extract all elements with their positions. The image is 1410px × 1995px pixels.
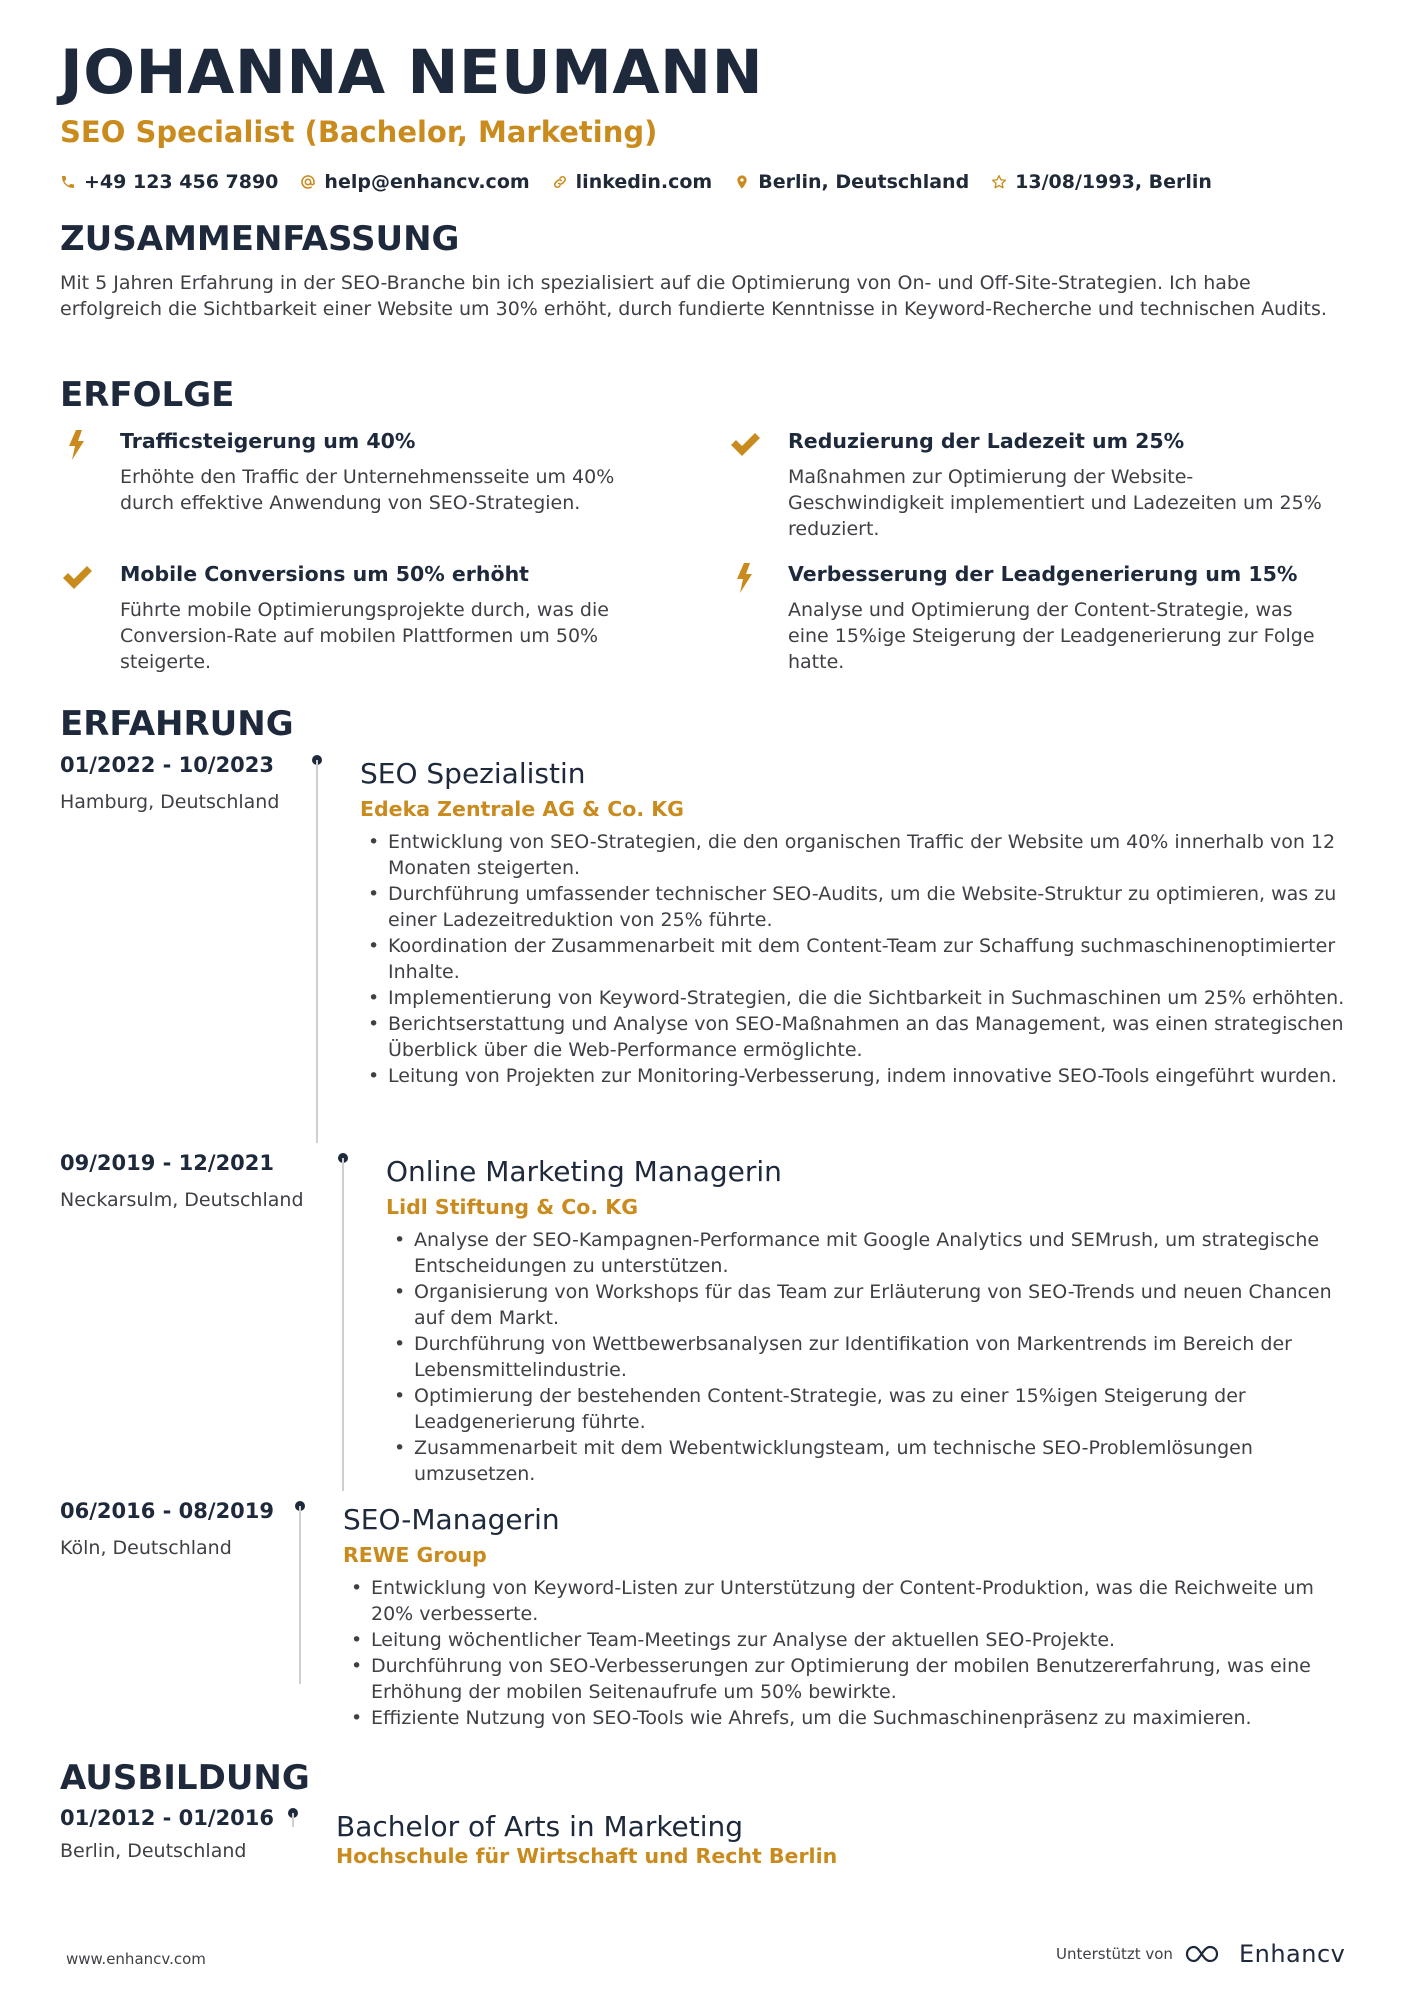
experience-bullet: • Implementierung von Keyword-Strategien, die die Sichtbarkeit in Suchmaschinen um 25% erhöhten.: [360, 985, 1360, 1011]
experience-dates: 09/2019 - 12/2021: [60, 1151, 275, 1175]
contact-phone-text: +49 123 456 7890: [84, 171, 279, 193]
lightning-icon: [728, 561, 762, 595]
education-school: Hochschule für Wirtschaft und Recht Berlin: [336, 1844, 838, 1868]
achievement-description: Analyse und Optimierung der Content-Strategie, was eine 15%ige Steigerung der Leadgenerierung zur Folge hatte.: [788, 599, 1315, 673]
experience-location: Neckarsulm, Deutschland: [60, 1189, 304, 1211]
checkmark-icon: [728, 428, 762, 462]
contact-location: [734, 171, 969, 193]
experience-role: Online Marketing Managerin: [386, 1155, 782, 1188]
experience-heading: ERFAHRUNG: [60, 704, 294, 744]
experience-item: [60, 1151, 1360, 1491]
experience-company: Lidl Stiftung & Co. KG: [386, 1195, 639, 1219]
achievement-title: Verbesserung der Leadgenerierung um 15%: [788, 562, 1298, 586]
enhancv-logo-icon: [1183, 1942, 1229, 1966]
achievement-title: Trafficsteigerung um 40%: [120, 429, 416, 453]
experience-company: REWE Group: [343, 1543, 487, 1567]
contact-linkedin[interactable]: [552, 171, 713, 193]
experience-location: Köln, Deutschland: [60, 1537, 232, 1559]
contact-email[interactable]: [300, 171, 529, 193]
experience-dates: 01/2022 - 10/2023: [60, 753, 275, 777]
achievement-title: Reduzierung der Ladezeit um 25%: [788, 429, 1185, 453]
experience-company: Edeka Zentrale AG & Co. KG: [360, 797, 684, 821]
education-degree: Bachelor of Arts in Marketing: [336, 1810, 744, 1843]
achievement-description: Führte mobile Optimierungsprojekte durch, was die Conversion-Rate auf mobilen Plattformen um 50% steigerte.: [120, 599, 609, 673]
contact-birth-text: 13/08/1993, Berlin: [1015, 171, 1212, 193]
experience-bullet: • Leitung von Projekten zur Monitoring-Verbesserung, indem innovative SEO-Tools eingeführt wurden.: [360, 1063, 1360, 1089]
footer-branding: [1056, 1940, 1345, 1968]
at-icon: [300, 174, 316, 190]
contact-bar: [60, 171, 1212, 193]
experience-bullets: [386, 1227, 1346, 1487]
experience-bullet: • Leitung wöchentlicher Team-Meetings zur Analyse der aktuellen SEO-Projekte.: [343, 1627, 1360, 1653]
contact-linkedin-text: linkedin.com: [575, 171, 713, 193]
education-dates: 01/2012 - 01/2016: [60, 1806, 275, 1830]
experience-bullet: • Effiziente Nutzung von SEO-Tools wie Ahrefs, um die Suchmaschinenpräsenz zu maximieren.: [343, 1705, 1360, 1731]
experience-item: [60, 753, 1360, 1143]
experience-bullet: • Durchführung von SEO-Verbesserungen zur Optimierung der mobilen Benutzererfahrung, was eine Erhöhung der mobilen Seitenaufrufe um 50% bewirkte.: [343, 1653, 1360, 1705]
timeline-line: [342, 1158, 344, 1491]
experience-bullet: • Zusammenarbeit mit dem Webentwicklungsteam, um technische SEO-Problemlösungen umzusetzen.: [386, 1435, 1346, 1487]
experience-bullet: • Koordination der Zusammenarbeit mit dem Content-Team zur Schaffung suchmaschinenoptimierter Inhalte.: [360, 933, 1360, 985]
contact-location-text: Berlin, Deutschland: [758, 171, 970, 193]
achievement-title: Mobile Conversions um 50% erhöht: [120, 562, 529, 586]
location-pin-icon: [734, 174, 750, 190]
star-icon: [991, 174, 1007, 190]
candidate-name: JOHANNA NEUMANN: [60, 37, 764, 108]
footer-powered-by: Unterstützt von: [1056, 1945, 1173, 1963]
contact-birth: [991, 171, 1212, 193]
experience-item: [60, 1499, 1360, 1729]
experience-bullet: • Entwicklung von Keyword-Listen zur Unterstützung der Content-Produktion, was die Reichweite um 20% verbesserte.: [343, 1575, 1360, 1627]
timeline-line: [316, 760, 318, 1143]
experience-role: SEO Spezialistin: [360, 757, 586, 790]
contact-email-text: help@enhancv.com: [324, 171, 530, 193]
contact-phone[interactable]: [60, 171, 278, 193]
experience-bullet: • Organisierung von Workshops für das Team zur Erläuterung von SEO-Trends und neuen Chancen auf dem Markt.: [386, 1279, 1346, 1331]
lightning-icon: [60, 428, 94, 462]
footer-brand: Enhancv: [1238, 1940, 1346, 1968]
achievements-heading: ERFOLGE: [60, 375, 235, 415]
phone-icon: [60, 174, 76, 190]
footer-website[interactable]: www.enhancv.com: [66, 1950, 206, 1968]
experience-bullets: [343, 1575, 1360, 1731]
experience-location: Hamburg, Deutschland: [60, 791, 280, 813]
summary-heading: ZUSAMMENFASSUNG: [60, 219, 460, 259]
experience-role: SEO-Managerin: [343, 1503, 560, 1536]
checkmark-icon: [60, 561, 94, 595]
experience-bullet: • Berichtserstattung und Analyse von SEO-Maßnahmen an das Management, was einen strategischen Überblick über die Web-Performance ermöglichte.: [360, 1011, 1360, 1063]
experience-bullet: • Analyse der SEO-Kampagnen-Performance mit Google Analytics und SEMrush, um strategische Entscheidungen zu unterstützen.: [386, 1227, 1346, 1279]
experience-bullets: [360, 829, 1360, 1089]
experience-bullet: • Entwicklung von SEO-Strategien, die den organischen Traffic der Website um 40% innerhalb von 12 Monaten steigerten.: [360, 829, 1360, 881]
achievement-description: Erhöhte den Traffic der Unternehmensseite um 40% durch effektive Anwendung von SEO-Strategien.: [120, 466, 615, 514]
experience-bullet: • Durchführung umfassender technischer SEO-Audits, um die Website-Struktur zu optimieren, was zu einer Ladezeitreduktion von 25% führte.: [360, 881, 1360, 933]
link-icon: [552, 174, 568, 190]
education-heading: AUSBILDUNG: [60, 1758, 310, 1798]
summary-text: Mit 5 Jahren Erfahrung in der SEO-Branche bin ich spezialisiert auf die Optimierung von On- und Off-Site-Strategien. Ich habe erfolgreich die Sichtbarkeit einer Website um 30% erhöht, durch fundierte Kenntnisse in Keyword-Recherche und technischen Audits.: [60, 272, 1327, 320]
achievement-description: Maßnahmen zur Optimierung der Website-Geschwindigkeit implementiert und Ladezeiten um 25% reduziert.: [788, 466, 1322, 540]
timeline-line: [299, 1506, 301, 1684]
education-location: Berlin, Deutschland: [60, 1840, 247, 1862]
candidate-title: SEO Specialist (Bachelor, Marketing): [60, 115, 658, 149]
experience-dates: 06/2016 - 08/2019: [60, 1499, 275, 1523]
experience-bullet: • Optimierung der bestehenden Content-Strategie, was zu einer 15%igen Steigerung der Leadgenerierung führte.: [386, 1383, 1346, 1435]
education-item: [60, 1806, 1360, 1876]
timeline-line: [292, 1813, 294, 1827]
experience-bullet: • Durchführung von Wettbewerbsanalysen zur Identifikation von Markentrends im Bereich der Lebensmittelindustrie.: [386, 1331, 1346, 1383]
